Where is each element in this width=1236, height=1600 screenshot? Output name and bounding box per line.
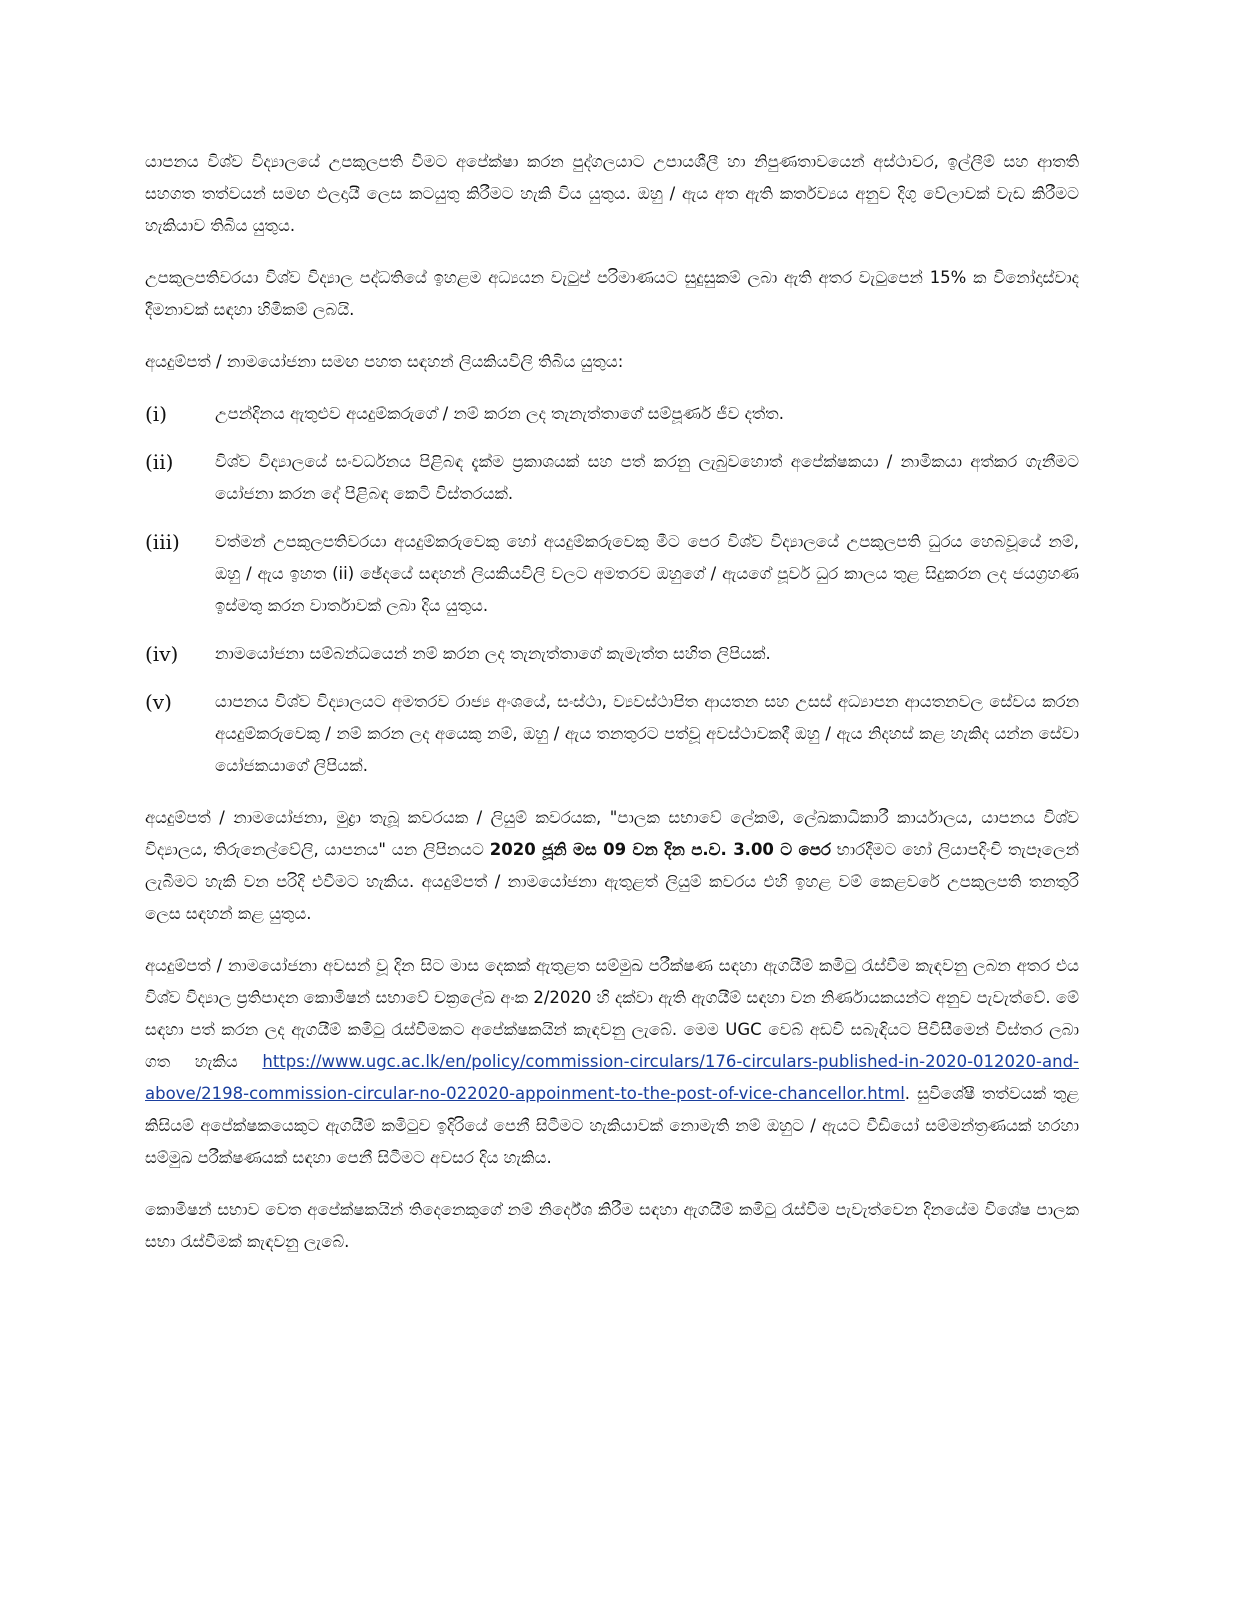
list-item-number: (v) bbox=[145, 690, 172, 714]
submission-text-before: අයදුම්පත් / නාමයෝජනා, මුද්‍රා තැබූ කවරයක / ලියුම් කවරයක, "පාලක සභාවේ ලේකම්, ලේඛකාධිකාරී කාර්යාලය, යාපනය විශ්ව විද්‍යාලය, තිරුනෙල්වේලි, යාපනය" යන ලිපිනයට bbox=[145, 808, 1079, 859]
list-item bbox=[145, 686, 1079, 782]
required-documents-list bbox=[145, 398, 1079, 782]
paragraph-interview bbox=[145, 950, 1079, 1174]
list-item-number: (iii) bbox=[145, 530, 180, 554]
submission-text-after: භාරදීමට හෝ ලියාපදිංචි තැපෑලෙන් ලැබීමට හැකි වන පරිදි එවීමට හැකිය. අයදුම්පත් / නාමයෝජනා ඇතුළත් ලියුම් කවරය එහි ඉහළ වම් කෙළවරේ උපකුලපති තනතුරි ලෙස සඳහන් කළ යුතුය. bbox=[145, 840, 1079, 923]
paragraph-salary: උපකුලපතිවරයා විශ්ව විද්‍යාල පද්ධතියේ ඉහළම අධ්‍යයන වැටුප් පරිමාණයට සුදුසුකම් ලබා ඇති අතර වැටුපෙන් 15% ක විනෝදාස්වාද දීමනාවක් සඳහා හිමිකම් ලබයි. bbox=[145, 268, 1079, 319]
interview-text-before: අයදුම්පත් / නාමයෝජනා අවසන් වූ දින සිට මාස දෙකක් ඇතුළත සම්මුඛ පරීක්ෂණ සඳහා ඇගයීම් කමිටු රැස්වීම කැඳවනු ලබන අතර එය විශ්ව විද්‍යාල ප්‍රතිපාදන කොමිෂන් සභාවේ චක්‍රලේඛ අංක 2/2020 හි දක්වා ඇති ඇගයීම් සඳහා වන නිර්ණායකයන්ට අනුව පැවැත්වේ. මේ සඳහා පත් කරන ලද ඇගයීම් කමිටු රැස්වීමකට අපේක්ෂකයින් කැඳවනු ලැබේ. මෙම UGC වෙබ් අඩවි සබැඳියට පිවිසීමෙන් විස්තර ලබා ගත හැකිය bbox=[145, 956, 1079, 1071]
list-item-text: වත්මන් උපකුලපතිවරයා අයදුම්කරුවෙකු හෝ අයදුම්කරුවෙකු මීට පෙර විශ්ව විද්‍යාලයේ උපකුලපති ධුරය හෙබවූයේ නම්, ඔහු / ඇය ඉහත (ii) ඡේදයේ සඳහන් ලියකියවිලි වලට අමතරව ඔහුගේ / ඇයගේ පූර්ව ධුර කාලය තුළ සිදුකරන ලද ජයග්‍රහණ ඉස්මතු කරන වාර්තාවක් ලබා දිය යුතුය. bbox=[215, 532, 1079, 615]
submission-deadline: 2020 ජූනි මස 09 වන දින ප.ව. 3.00 ට පෙර bbox=[489, 840, 831, 859]
list-item-text: නාමයෝජනා සම්බන්ධයෙන් නම් කරන ලද තැනැත්තාගේ කැමැත්ත සහිත ලිපියක්. bbox=[215, 644, 771, 663]
list-item-number: (i) bbox=[145, 402, 168, 426]
list-item-number: (ii) bbox=[145, 450, 174, 474]
list-item-text: යාපනය විශ්ව විද්‍යාලයට අමතරව රාජ්‍ය අංශයේ, සංස්ථා, ව්‍යවස්ථාපිත ආයතන සහ උසස් අධ්‍යාපන ආයතනවල සේවය කරන අයදුම්කරුවෙකු / නම් කරන ලද අයෙකු නම්, ඔහු / ඇය තනතුරට පත්වූ අවස්ථාවකදී ඔහු / ඇය නිදහස් කළ හැකිද යන්න සේවා යෝජකයාගේ ලිපියක්. bbox=[215, 692, 1079, 775]
list-item-number: (iv) bbox=[145, 642, 179, 666]
list-item-text: විශ්ව විද්‍යාලයේ සංවර්ධනය පිළිබඳ දැක්ම ප්‍රකාශයක් සහ පත් කරනු ලැබුවහොත් අපේක්ෂකයා / නාමිකයා අත්කර ගැනීමට යෝජනා කරන දේ පිළිබඳ කෙටි විස්තරයක්. bbox=[215, 452, 1079, 503]
list-item-text: උපන්දිනය ඇතුළුව අයදුම්කරුගේ / නම් කරන ලද තැනැත්තාගේ සම්පූර්ණ ජීව දත්ත. bbox=[215, 404, 784, 423]
list-item bbox=[145, 446, 1079, 510]
list-item bbox=[145, 398, 1079, 430]
interview-text-after: . සුවිශේෂී තත්වයක් තුළ කිසියම් අපේක්ෂකයෙකුට ඇගයීම් කමිටුව ඉදිරියේ පෙනී සිටීමට හැකියාවක් නොමැති නම් ඔහුට / ඇයට වීඩියෝ සම්මන්ත්‍රණයක් හරහා සම්මුඛ පරීක්ෂණයක් සඳහා පෙනී සිටීමට අවසර දිය හැකිය. bbox=[145, 1084, 1079, 1167]
list-item bbox=[145, 638, 1079, 670]
paragraph-submission bbox=[145, 802, 1079, 930]
ugc-circular-link[interactable]: https://www.ugc.ac.lk/en/policy/commission-circulars/176-circulars-published-in-2020-012020-and-above/2198-commission-circular-no-022020-appoinment-to-the-post-of-vice-chancellor.html bbox=[145, 1052, 1079, 1103]
paragraph-documents-intro: අයදුම්පත් / නාමයෝජනා සමඟ පහත සඳහන් ලියකියවිලි තිබිය යුතුය: bbox=[145, 352, 624, 371]
paragraph-candidate-qualities: යාපනය විශ්ව විද්‍යාලයේ උපකුලපති වීමට අපේක්ෂා කරන පුද්ගලයාට උපායශීලී හා නිපුණතාවයෙන් අස්ථාවර, ඉල්ලීම් සහ ආතති සහගත තත්වයන් සමඟ ඵලදායී ලෙස කටයුතු කිරීමට හැකි විය යුතුය. ඔහු / ඇය අත ඇති කර්තව්‍යය අනුව දිගු වේලාවක් වැඩ කිරීමට හැකියාව තිබිය යුතුය. bbox=[145, 152, 1079, 235]
paragraph-final: කොමිෂන් සභාව වෙත අපේක්ෂකයින් තිදෙනෙකුගේ නම් නිර්දේශ කිරීම සඳහා ඇගයීම් කමිටු රැස්වීම පැවැත්වෙන දිනයේම විශේෂ පාලක සභා රැස්වීමක් කැඳවනු ලැබේ. bbox=[145, 1200, 1079, 1251]
list-item bbox=[145, 526, 1079, 622]
